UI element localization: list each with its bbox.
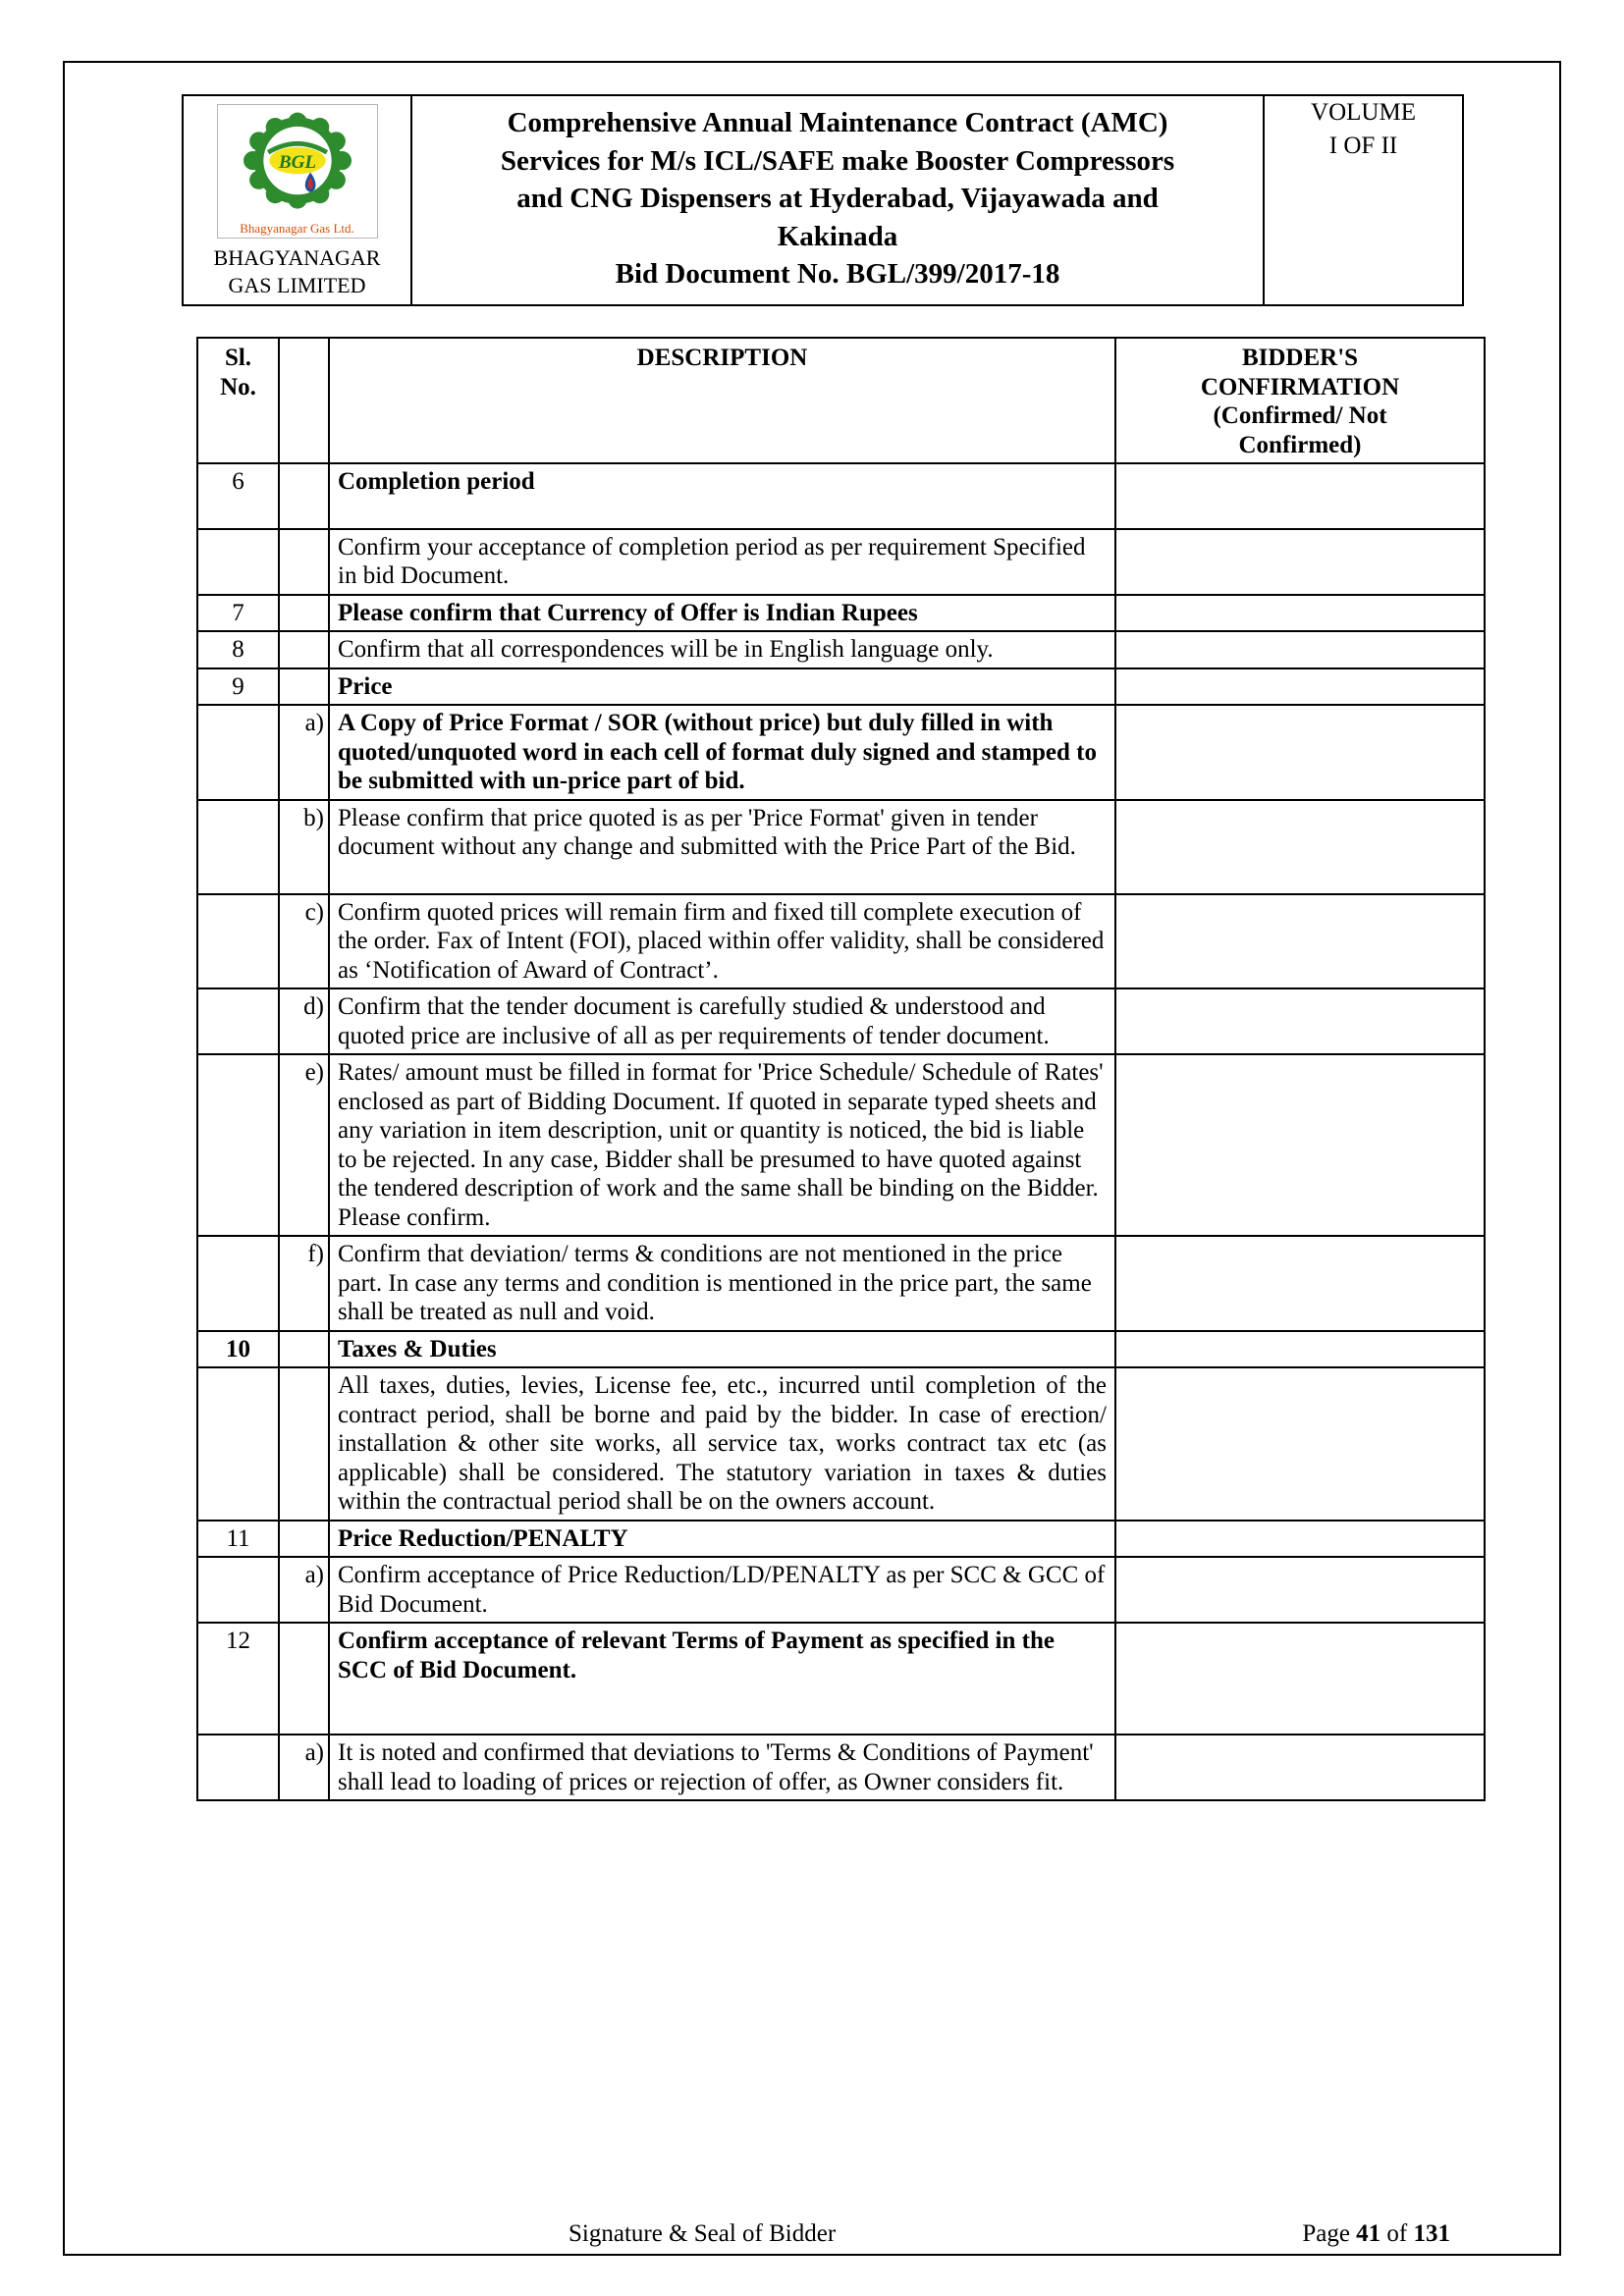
table-row (197, 894, 1485, 989)
conf-header-line1: BIDDER'S (1241, 345, 1359, 371)
table-row (197, 1331, 1485, 1368)
row-letter: b) (279, 800, 329, 894)
row-description: Please confirm that price quoted is as per 'Price Format' given in tender document without any change and submitted with the Price Part of the Bid. (329, 800, 1115, 894)
bid-doc-number: Bid Document No. BGL/399/2017-18 (615, 258, 1060, 291)
doc-title-line: Comprehensive Annual Maintenance Contract (AMC) (507, 107, 1168, 138)
sl-header-line1: Sl. (224, 345, 252, 371)
row-sl-no (197, 988, 279, 1054)
header-table (182, 94, 1464, 306)
page-total: 131 (1413, 2220, 1450, 2247)
volume-label-line2: I OF II (1328, 132, 1398, 159)
main-table-body (197, 463, 1485, 1800)
row-confirmation-cell (1115, 1331, 1485, 1368)
row-letter (279, 668, 329, 706)
row-letter: d) (279, 988, 329, 1054)
doc-title-line: Kakinada (777, 220, 898, 252)
svg-text:BGL: BGL (278, 151, 316, 173)
row-sl-no (197, 1735, 279, 1800)
row-letter: f) (279, 1236, 329, 1331)
row-description: Confirm that all correspondences will be in English language only. (329, 631, 1115, 668)
row-letter (279, 1521, 329, 1558)
row-confirmation-cell (1115, 1236, 1485, 1331)
row-description: Price Reduction/PENALTY (329, 1521, 1115, 1558)
row-sl-no (197, 800, 279, 894)
table-row (197, 595, 1485, 632)
row-letter: e) (279, 1054, 329, 1236)
row-letter: a) (279, 1557, 329, 1623)
row-letter: c) (279, 894, 329, 989)
row-sl-no (197, 1367, 279, 1521)
sl-header-line2: No. (220, 373, 256, 400)
row-sl-no: 7 (197, 595, 279, 632)
row-sl-no (197, 1236, 279, 1331)
table-row (197, 463, 1485, 529)
of-word: of (1386, 2220, 1408, 2247)
bidder-confirmation-header (1115, 338, 1485, 463)
logo-caption: Bhagyanagar Gas Ltd. (240, 221, 354, 236)
sl-no-header (197, 338, 279, 463)
row-sl-no: 12 (197, 1623, 279, 1735)
row-letter (279, 631, 329, 668)
table-row (197, 705, 1485, 800)
row-confirmation-cell (1115, 988, 1485, 1054)
row-description: Confirm quoted prices will remain firm and fixed till complete execution of the order. Fax of Intent (FOI), placed within offer validity, shall be considered as ‘Notification of Award of Contract’. (329, 894, 1115, 989)
table-row (197, 1236, 1485, 1331)
row-description: Rates/ amount must be filled in format for 'Price Schedule/ Schedule of Rates' enclosed as part of Bidding Document. If quoted in separate typed sheets and any variation in item description, unit or quantity is noticed, the bid is liable to be rejected. In any case, Bidder shall be presumed to have quoted against the tendered description of work and the same shall be binding on the Bidder. Please confirm. (329, 1054, 1115, 1236)
row-confirmation-cell (1115, 1367, 1485, 1521)
row-description: Confirm that the tender document is carefully studied & understood and quoted price are inclusive of all as per requirements of tender document. (329, 988, 1115, 1054)
row-letter (279, 1623, 329, 1735)
row-description: Confirm that deviation/ terms & conditions are not mentioned in the price part. In case any terms and condition is mentioned in the price part, the same shall be treated as null and void. (329, 1236, 1115, 1331)
table-row (197, 988, 1485, 1054)
row-description: Price (329, 668, 1115, 706)
volume-label-line1: VOLUME (1311, 99, 1416, 126)
row-sl-no (197, 529, 279, 595)
row-confirmation-cell (1115, 1557, 1485, 1623)
company-logo-cell (183, 95, 411, 305)
volume-cell (1264, 95, 1463, 305)
table-row (197, 800, 1485, 894)
row-letter (279, 595, 329, 632)
row-sl-no (197, 1557, 279, 1623)
row-sl-no: 10 (197, 1331, 279, 1368)
document-title-cell (411, 95, 1264, 305)
conf-header-line3: (Confirmed/ Not (1213, 402, 1387, 429)
description-header: DESCRIPTION (329, 338, 1115, 463)
row-description: Confirm your acceptance of completion period as per requirement Specified in bid Document. (329, 529, 1115, 595)
row-confirmation-cell (1115, 1521, 1485, 1558)
row-letter: a) (279, 705, 329, 800)
bgl-logo-icon (229, 109, 366, 217)
org-name-line1: BHAGYANAGAR (213, 245, 381, 271)
table-header-row (197, 338, 1485, 463)
row-description: Taxes & Duties (329, 1331, 1115, 1368)
row-sl-no: 11 (197, 1521, 279, 1558)
signature-seal-label: Signature & Seal of Bidder (568, 2220, 837, 2247)
row-sl-no: 6 (197, 463, 279, 529)
row-sl-no (197, 894, 279, 989)
row-confirmation-cell (1115, 595, 1485, 632)
table-row (197, 1521, 1485, 1558)
table-row (197, 1735, 1485, 1800)
table-row (197, 1623, 1485, 1735)
table-row (197, 1557, 1485, 1623)
row-letter: a) (279, 1735, 329, 1800)
confirmation-table (196, 337, 1486, 1801)
doc-title-line: and CNG Dispensers at Hyderabad, Vijayawada and (516, 183, 1159, 215)
conf-header-line2: CONFIRMATION (1200, 373, 1400, 400)
conf-header-line4: Confirmed) (1238, 431, 1362, 458)
table-row (197, 631, 1485, 668)
table-row (197, 668, 1485, 706)
row-letter (279, 529, 329, 595)
row-confirmation-cell (1115, 463, 1485, 529)
row-letter (279, 463, 329, 529)
row-confirmation-cell (1115, 800, 1485, 894)
row-sl-no (197, 1054, 279, 1236)
table-row (197, 1367, 1485, 1521)
row-confirmation-cell (1115, 1054, 1485, 1236)
row-confirmation-cell (1115, 1735, 1485, 1800)
org-name-line2: GAS LIMITED (228, 272, 366, 297)
row-description: Please confirm that Currency of Offer is Indian Rupees (329, 595, 1115, 632)
letter-column-header (279, 338, 329, 463)
row-confirmation-cell (1115, 668, 1485, 706)
row-description: All taxes, duties, levies, License fee, etc., incurred until completion of the contract period, shall be borne and paid by the bidder. In case of erection/ installation & other site works, all service tax, works contract tax etc (as applicable) shall be considered. The statutory variation in taxes & duties within the contractual period shall be on the owners account. (329, 1367, 1115, 1521)
row-description: A Copy of Price Format / SOR (without price) but duly filled in with quoted/unquoted word in each cell of format duly signed and stamped to be submitted with un-price part of bid. (329, 705, 1115, 800)
row-letter (279, 1367, 329, 1521)
page-word: Page (1302, 2220, 1350, 2247)
row-confirmation-cell (1115, 1623, 1485, 1735)
page-number-label (1302, 2220, 1450, 2248)
row-sl-no (197, 705, 279, 800)
company-logo (217, 104, 378, 239)
row-description: Confirm acceptance of Price Reduction/LD/PENALTY as per SCC & GCC of Bid Document. (329, 1557, 1115, 1623)
row-letter (279, 1331, 329, 1368)
organisation-name (188, 244, 406, 298)
row-confirmation-cell (1115, 631, 1485, 668)
row-description: Completion period (329, 463, 1115, 529)
table-row (197, 1054, 1485, 1236)
page-current: 41 (1356, 2220, 1381, 2247)
row-confirmation-cell (1115, 894, 1485, 989)
row-confirmation-cell (1115, 529, 1485, 595)
row-description: It is noted and confirmed that deviations to 'Terms & Conditions of Payment' shall lead to loading of prices or rejection of offer, as Owner considers fit. (329, 1735, 1115, 1800)
doc-title-line: Services for M/s ICL/SAFE make Booster Compressors (500, 144, 1175, 177)
row-sl-no: 9 (197, 668, 279, 706)
table-row (197, 529, 1485, 595)
row-description: Confirm acceptance of relevant Terms of Payment as specified in the SCC of Bid Document. (329, 1623, 1115, 1735)
row-sl-no: 8 (197, 631, 279, 668)
row-confirmation-cell (1115, 705, 1485, 800)
